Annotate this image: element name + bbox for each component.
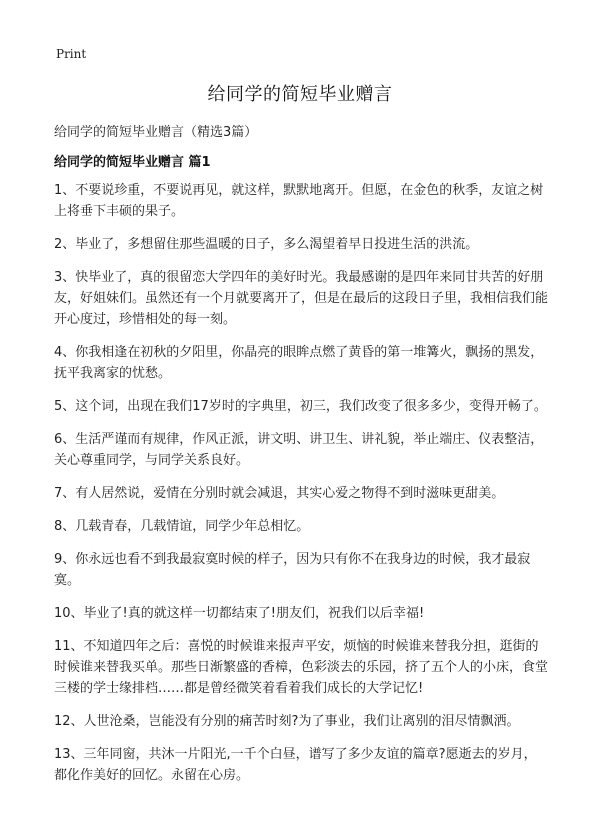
list-item: 10、毕业了!真的就这样一切都结束了!朋友们，祝我们以后幸福! [54,606,425,621]
print-link[interactable]: Print [56,47,87,61]
document-subtitle: 给同学的简短毕业赠言（精选3篇） [54,125,258,140]
list-item: 9、你永远也看不到我最寂寞时候的样子，因为只有你不在我身边的时候，我才最寂寞。 [54,552,531,588]
list-item: 12、人世沧桑，岂能没有分别的痛苦时刻?为了事业，我们让离别的泪尽情飘洒。 [54,714,520,729]
list-item: 13、三年同窗，共沐一片阳光,一千个白昼，谱写了多少友谊的篇章?愿逝去的岁月，都化作美好的回忆。永留在心房。 [54,747,537,783]
list-item: 8、几载青春，几载情谊，同学少年总相忆。 [54,519,310,534]
list-item: 11、不知道四年之后：喜悦的时候谁来报声平安，烦恼的时候谁来替我分担，逛街的时候谁来替我买单。那些日渐繁盛的香樟，色彩淡去的乐园，挤了五个人的小床，食堂三楼的学士缘排档……都是曾经微笑着看着我们成长的大学记忆! [54,639,549,696]
message-list [54,180,548,798]
list-item: 1、不要说珍重，不要说再见，就这样，默默地离开。但愿，在金色的秋季，友谊之树上将垂下丰硕的果子。 [54,183,544,219]
list-item: 6、生活严谨而有规律，作风正派，讲文明、讲卫生、讲礼貌，举止端庄、仪表整洁，关心尊重同学，与同学关系良好。 [54,432,544,468]
list-item: 3、快毕业了，真的很留恋大学四年的美好时光。我最感谢的是四年来同甘共苦的好朋友，好姐妹们。虽然还有一个月就要离开了，但是在最后的这段日子里，我相信我们能开心度过，珍惜相处的每一刻。 [54,270,549,327]
list-item: 5、这个词，出现在我们17岁时的字典里，初三，我们改变了很多多少，变得开畅了。 [54,399,547,414]
list-item: 2、毕业了，多想留住那些温暖的日子，多么渴望着早日投进生活的洪流。 [54,237,479,252]
list-item: 7、有人居然说，爱情在分别时就会减退，其实心爱之物得不到时滋味更甜美。 [54,486,505,501]
page-title: 给同学的简短毕业赠言 [207,84,393,105]
list-item: 4、你我相逢在初秋的夕阳里，你晶亮的眼眸点燃了黄昏的第一堆篝火，飘扬的黑发，抚平我离家的忧愁。 [54,345,544,381]
section-heading: 给同学的简短毕业赠言 篇1 [54,155,211,170]
